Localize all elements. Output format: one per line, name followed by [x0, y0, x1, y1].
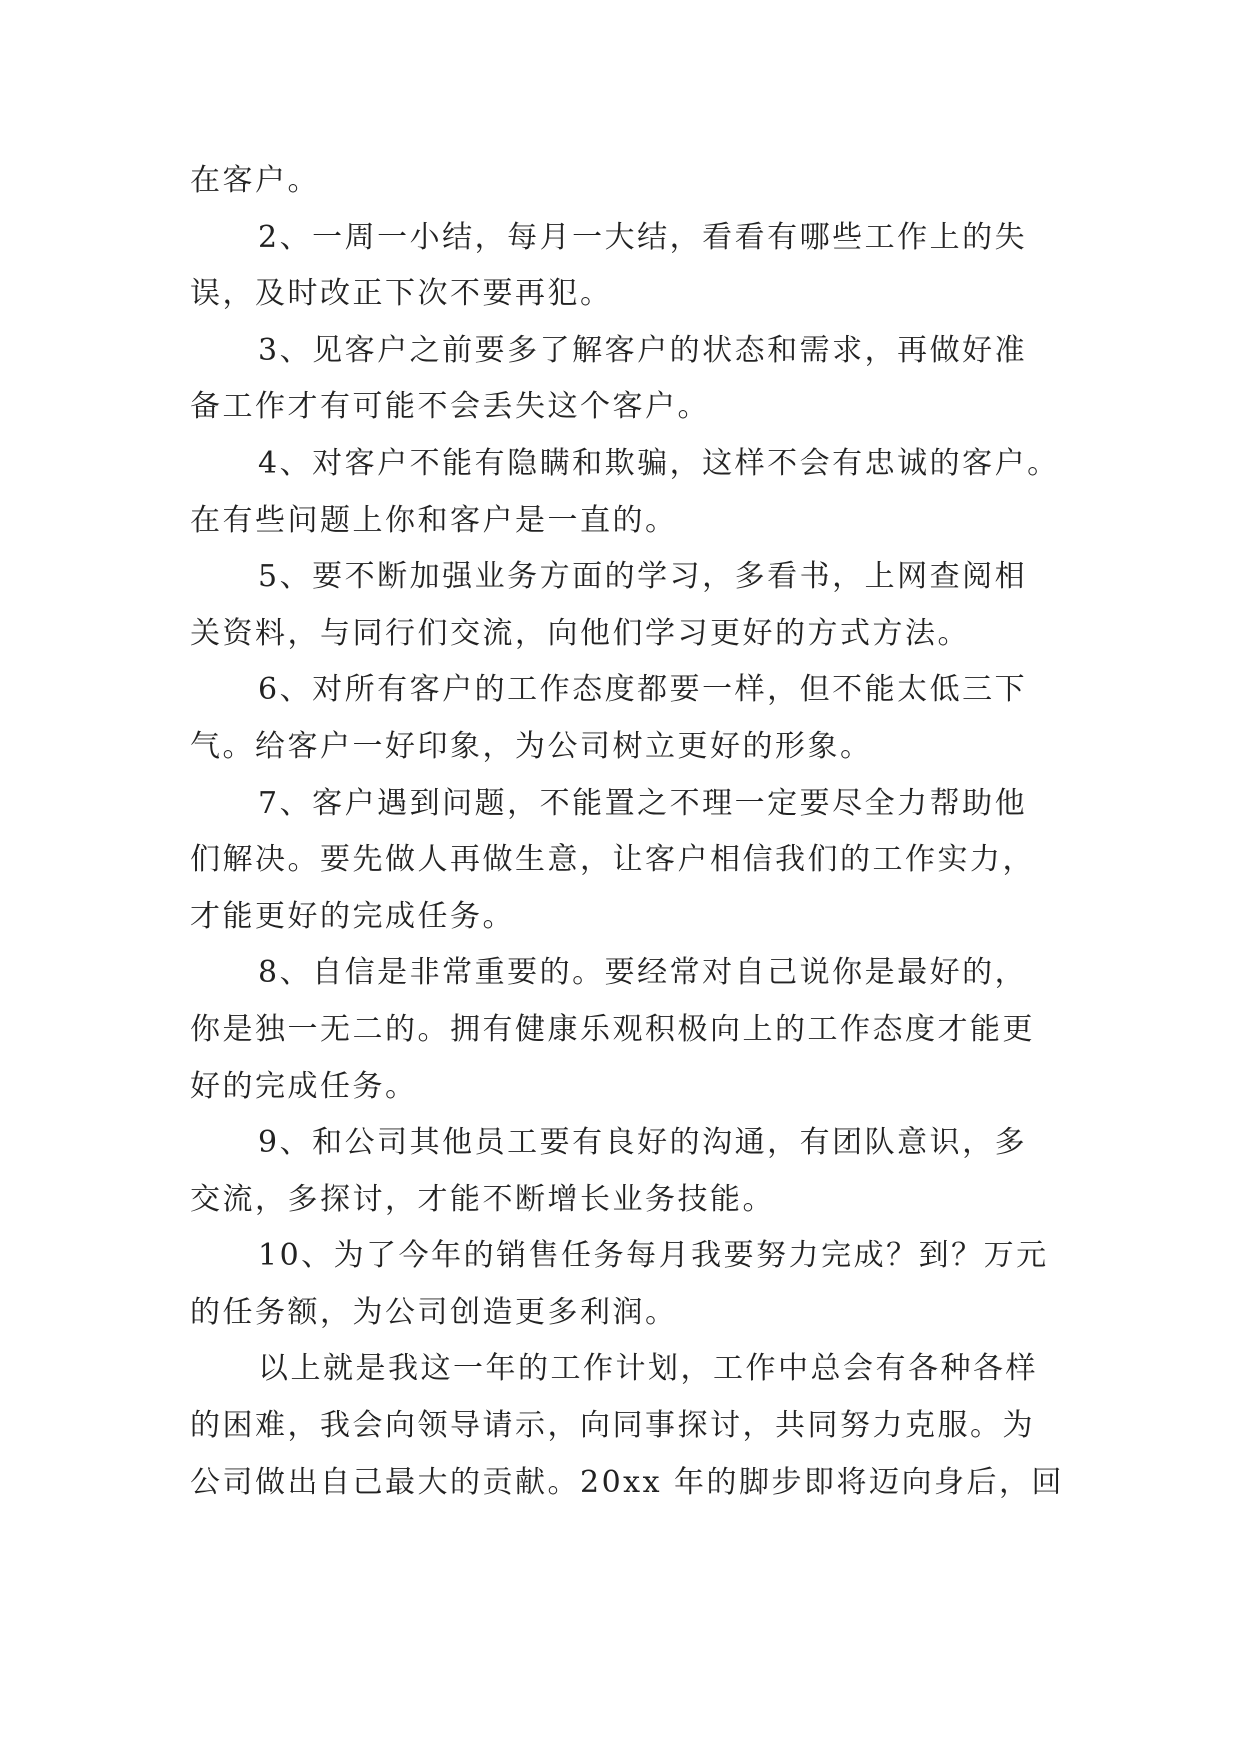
text-line: 5、要不断加强业务方面的学习，多看书，上网查阅相: [258, 559, 1028, 595]
document-body: [190, 153, 1065, 1511]
text-line: 好的完成任务。: [190, 1068, 418, 1104]
text-line: 在客户。: [190, 163, 320, 198]
text-line: 3、见客户之前要多了解客户的状态和需求，再做好准: [258, 332, 1028, 368]
text-line: 8、自信是非常重要的。要经常对自己说你是最好的，: [258, 955, 1028, 991]
text-line: 2、一周一小结，每月一大结，看看有哪些工作上的失: [258, 219, 1028, 255]
text-line: 4、对客户不能有隐瞒和欺骗，这样不会有忠诚的客户。: [258, 445, 1060, 481]
text-line: 们解决。要先做人再做生意，让客户相信我们的工作实力，: [190, 842, 1035, 878]
text-line: 才能更好的完成任务。: [190, 898, 515, 934]
text-line: 备工作才有可能不会丢失这个客户。: [190, 389, 710, 425]
text-line: 以上就是我这一年的工作计划，工作中总会有各种各样: [258, 1351, 1038, 1387]
text-line: 9、和公司其他员工要有良好的沟通，有团队意识，多: [258, 1125, 1028, 1161]
text-line: 关资料，与同行们交流，向他们学习更好的方式方法。: [190, 615, 970, 651]
text-line: 10、为了今年的销售任务每月我要努力完成？到？万元: [258, 1238, 1049, 1274]
text-line: 公司做出自己最大的贡献。20xx 年的脚步即将迈向身后，回: [190, 1464, 1065, 1500]
text-line: 6、对所有客户的工作态度都要一样，但不能太低三下: [258, 672, 1028, 708]
text-line: 误，及时改正下次不要再犯。: [190, 276, 613, 312]
text-line: 气。给客户一好印象，为公司树立更好的形象。: [190, 728, 873, 764]
text-line: 的任务额，为公司创造更多利润。: [190, 1294, 678, 1330]
text-line: 交流，多探讨，才能不断增长业务技能。: [190, 1181, 775, 1217]
text-line: 的困难，我会向领导请示，向同事探讨，共同努力克服。为: [190, 1408, 1035, 1444]
text-line: 你是独一无二的。拥有健康乐观积极向上的工作态度才能更: [190, 1011, 1035, 1047]
text-line: 在有些问题上你和客户是一直的。: [190, 502, 678, 538]
text-line: 7、客户遇到问题，不能置之不理一定要尽全力帮助他: [258, 785, 1028, 821]
